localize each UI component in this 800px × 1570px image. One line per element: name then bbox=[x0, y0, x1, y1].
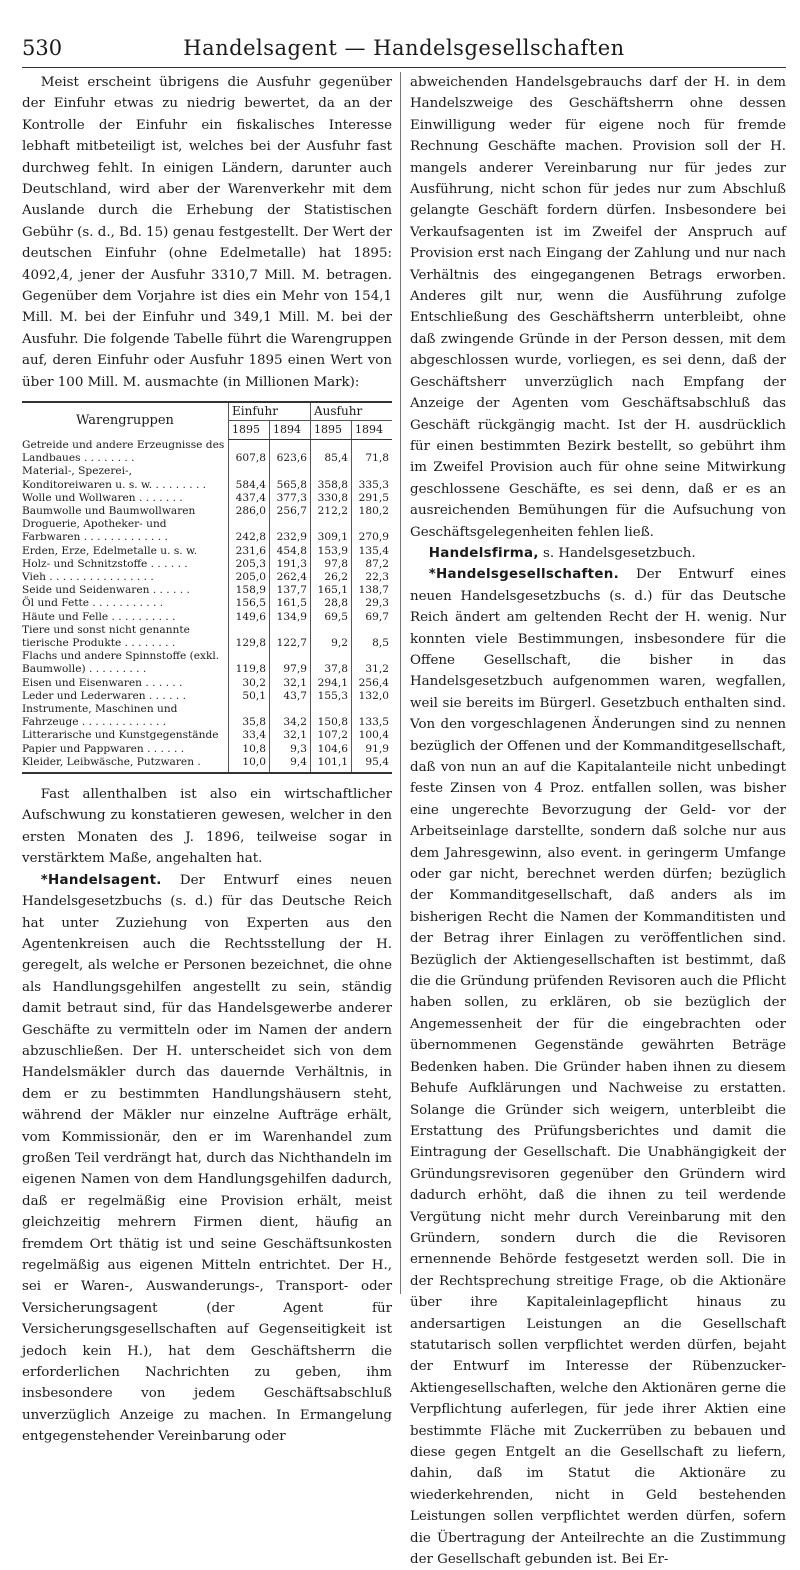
table-year: 1895 bbox=[229, 421, 270, 439]
table-cell-value: 191,3 bbox=[270, 558, 311, 571]
table-cell-category: Instrumente, Maschinen und Fahrzeuge . . . . . . . . . . . . . bbox=[22, 703, 178, 729]
table-cell-value: 34,2 bbox=[270, 703, 311, 729]
table-cell-value: 137,7 bbox=[270, 584, 311, 597]
table-cell-value: 104,6 bbox=[311, 743, 352, 756]
table-cell-value: 101,1 bbox=[311, 756, 352, 773]
table-cell-value: 69,5 bbox=[311, 611, 352, 624]
table-cell-category: Tiere und sonst nicht genannte tierische Produkte . . . . . . . . bbox=[22, 623, 190, 650]
table-cell-value: 242,8 bbox=[229, 518, 270, 544]
table-cell-category: Getreide und andere Erzeugnisse des Landbaues . . . . . . . . bbox=[22, 439, 225, 465]
table-cell-value: 69,7 bbox=[352, 611, 393, 624]
table-cell-value: 91,9 bbox=[352, 743, 393, 756]
table-cell-value: 156,5 bbox=[229, 597, 270, 610]
table-cell-category: Baumwolle und Baumwollwaren bbox=[22, 505, 196, 518]
table-cell-value: 291,5 bbox=[352, 492, 393, 505]
table-year: 1894 bbox=[352, 421, 393, 439]
table-cell-value: 205,0 bbox=[229, 571, 270, 584]
table-cell-value: 133,5 bbox=[352, 703, 393, 729]
table-cell-value: 9,4 bbox=[270, 756, 311, 773]
table-row bbox=[22, 558, 392, 571]
table-row bbox=[22, 743, 392, 756]
table-cell-value: 377,3 bbox=[270, 492, 311, 505]
table-cell-value: 43,7 bbox=[270, 690, 311, 703]
entry-text: Der Entwurf eines neuen Handelsgesetzbuchs (s. d.) für das Deutsche Reich hat unter Zuziehung von Experten aus den Agentenkreisen auch die Rechtsstellung der H. geregelt, als welche er Personen bezeichnet, die ohne als Handlungsgehilfen angestellt zu sein, ständig damit betraut sind, für das Handelsgewerbe anderer Geschäfte zu vermitteln oder im Namen der andern abzuschließen. Der H. unterscheidet sich von dem Handelsmäkler durch das dauernde Verhältnis, in dem er zu bestimmten Handlungshäusern steht, während der Mäkler nur einzelne Aufträge erhält, vom Kommissionär, den er im Warenhandel zum großen Teil verdrängt hat, durch das Nichthandeln im eigenen Namen von dem Handlungsgehilfen dadurch, daß er regelmäßig eine Provision erhält, meist gleichzeitig mehrern Firmen dient, häufig an fremdem Ort thätig ist und seine Geschäftsunkosten regelmäßig aus eigenen Mitteln entrichtet. Der H., sei er Waren-, Auswanderungs-, Transport- oder Versicherungsagent (der Agent für Versicherungsgesellschaften auf Gegenseitigkeit ist jedoch kein H.), hat dem Geschäftsherrn die erforderlichen Nachrichten zu geben, ihm insbesondere von jedem Geschäftsabschluß unverzüglich Anzeige zu machen. In Ermangelung entgegenstehender Vereinbarung oder bbox=[22, 872, 392, 1445]
table-cell-value: 122,7 bbox=[270, 624, 311, 650]
goods-table-body bbox=[22, 439, 392, 773]
table-cell-value: 28,8 bbox=[311, 597, 352, 610]
table-cell-category: Erden, Erze, Edelmetalle u. s. w. bbox=[22, 544, 198, 557]
table-cell-value: 454,8 bbox=[270, 545, 311, 558]
entry-handelsagent bbox=[22, 870, 392, 1448]
table-cell-value: 119,8 bbox=[229, 650, 270, 676]
column-divider bbox=[400, 72, 401, 1294]
table-cell-value: 37,8 bbox=[311, 650, 352, 676]
table-row bbox=[22, 729, 392, 742]
table-cell-value: 33,4 bbox=[229, 729, 270, 742]
page-number: 530 bbox=[22, 36, 63, 60]
table-header-export: Ausfuhr bbox=[311, 402, 393, 421]
entry-handelsgesellschaften bbox=[410, 564, 786, 1570]
table-cell-category: Häute und Felle . . . . . . . . . . bbox=[22, 610, 176, 623]
table-cell-category: Litterarische und Kunstgegenstände bbox=[22, 729, 219, 742]
table-cell-value: 32,1 bbox=[270, 729, 311, 742]
table-row bbox=[22, 545, 392, 558]
table-cell-value: 138,7 bbox=[352, 584, 393, 597]
table-row bbox=[22, 439, 392, 465]
table-cell-category: Droguerie, Apotheker- und Farbwaren . . . . . . . . . . . . . bbox=[22, 518, 168, 544]
table-header-category: Warengruppen bbox=[22, 402, 229, 439]
table-cell-value: 232,9 bbox=[270, 518, 311, 544]
header-rule bbox=[22, 67, 786, 68]
table-cell-value: 50,1 bbox=[229, 690, 270, 703]
table-header-import: Einfuhr bbox=[229, 402, 311, 421]
entry-term: Handelsfirma, bbox=[428, 545, 539, 561]
table-cell-category: Seide und Seidenwaren . . . . . . bbox=[22, 584, 190, 597]
right-column bbox=[410, 72, 786, 1570]
table-cell-value: 8,5 bbox=[352, 624, 393, 650]
table-cell-value: 87,2 bbox=[352, 558, 393, 571]
table-cell-value: 97,9 bbox=[270, 650, 311, 676]
table-cell-value: 212,2 bbox=[311, 505, 352, 518]
table-cell-value: 161,5 bbox=[270, 597, 311, 610]
table-cell-value: 95,4 bbox=[352, 756, 393, 773]
table-cell-value: 262,4 bbox=[270, 571, 311, 584]
entry-text: Der Entwurf eines neuen Handelsgesetzbuchs (s. d.) für das Deutsche Reich ändert am geltenden Recht der H. wenig. Nur konnten viele Bestimmungen, insbesondere für die Offene Gesellschaft, die bisher in das Handelsgesetzbuch aufgenommen waren, wegfallen, weil sie bereits im Bürgerl. Gesetzbuch enthalten sind. Von den vorgeschlagenen Änderungen sind zu nennen bezüglich der Offenen und der Kommanditgesellschaft, daß von nun an auf die Kapitalanteile nicht unbedingt feste Zinsen von 4 Proz. entfallen sollen, was bisher eine ungerechte Bevorzugung der Geld- vor der Arbeitseinlage darstellte, sondern daß solche nur aus dem Jahresgewinn, also event. in geringerm Umfange oder gar nicht, berechnet werden dürfen; bezüglich der Kommanditgesellschaft, daß anders als im bisherigen Recht die Namen der Kommanditisten und der Betrag ihrer Einlagen zu veröffentlichen sind. Bezüglich der Aktiengesellschaften ist bestimmt, daß die die Gründung prüfenden Revisoren auch die Pflicht haben sollen, zu erklären, ob sie bezüglich der Angemessenheit der für die eingebrachten oder übernommenen Gegenstände gewährten Beträge Bedenken haben. Die Gründer haben ihnen zu diesem Behufe Aufklärungen und Nachweise zu erstatten. Solange die Gründer sich weigern, unterbleibt die Erstattung des Prüfungsberichtes und damit die Eintragung der Gesellschaft. Die Unabhängigkeit der Gründungsrevisoren gegenüber den Gründern wird dadurch erhöht, daß die ihnen zu teil werdende Vergütung nicht mehr durch Vereinbarung mit den Gründern, sondern durch die die Revisoren ernennende Behörde festgesetzt werden soll. Die in der Rechtsprechung streitige Frage, ob die Aktionäre über ihre Kapitaleinlagepflicht hinaus zu andersartigen Leistungen an die Gesellschaft statutarisch sollen verpflichtet werden dürfen, bejaht der Entwurf im Interesse der Rübenzucker-Aktiengesellschaften, welche den Aktionären gerne die Verpflichtung auferlegen, für jede ihrer Aktien eine bestimmte Fläche mit Zuckerrüben zu bebauen und diese gegen Entgelt an die Gesellschaft zu liefern, dahin, daß im Statut die Aktionäre zu wiederkehrenden, nicht in Geld bestehenden Leistungen sollen verpflichtet werden dürfen, sofern die Übertragung der Anteilrechte an die Zustimmung der Gesellschaft gebunden ist. Bei Er- bbox=[410, 567, 786, 1568]
table-cell-value: 205,3 bbox=[229, 558, 270, 571]
table-cell-value: 286,0 bbox=[229, 505, 270, 518]
table-cell-category: Flachs und andere Spinnstoffe (exkl. Baumwolle) . . . . . . . . . bbox=[22, 650, 220, 676]
table-cell-value: 231,6 bbox=[229, 545, 270, 558]
entry-term: *Handelsagent. bbox=[40, 872, 162, 888]
table-cell-category: Papier und Pappwaren . . . . . . bbox=[22, 742, 185, 755]
after-table-paragraph: Fast allenthalben ist also ein wirtschaftlicher Aufschwung zu konstatieren gewesen, welcher in den ersten Monaten des J. 1896, teilweise sogar in verstärktem Maße, angehalten hat. bbox=[22, 787, 392, 867]
table-cell-category: Eisen und Eisenwaren . . . . . . bbox=[22, 676, 183, 689]
table-cell-value: 607,8 bbox=[229, 439, 270, 465]
table-cell-value: 35,8 bbox=[229, 703, 270, 729]
table-cell-value: 10,0 bbox=[229, 756, 270, 773]
left-column bbox=[22, 72, 392, 1448]
table-row bbox=[22, 571, 392, 584]
table-cell-value: 71,8 bbox=[352, 439, 393, 465]
table-row bbox=[22, 650, 392, 676]
table-cell-value: 158,9 bbox=[229, 584, 270, 597]
intro-paragraph: Meist erscheint übrigens die Ausfuhr gegenüber der Einfuhr etwas zu niedrig bewertet, da an der Kontrolle der Einfuhr ein fiskalisches Interesse lebhaft mitbeteiligt ist, welches bei der Ausfuhr fast durchweg fehlt. In einigen Ländern, darunter auch Deutschland, wird aber der Warenverkehr mit dem Auslande durch die Erhebung der Statistischen Gebühr (s. d., Bd. 15) genau festgestellt. Der Wert der deutschen Einfuhr (ohne Edelmetalle) hat 1895: 4092,4, jener der Ausfuhr 3310,7 Mill. M. betragen. Gegenüber dem Vorjahre ist dies ein Mehr von 154,1 Mill. M. bei der Einfuhr und 349,1 Mill. M. bei der Ausfuhr. Die folgende Tabelle führt die Warengruppen auf, deren Einfuhr oder Ausfuhr 1895 einen Wert von über 100 Mill. M. ausmachte (in Millionen Mark): bbox=[22, 75, 392, 390]
running-head: Handelsagent — Handelsgesellschaften bbox=[183, 36, 625, 60]
entry-term: *Handelsgesellschaften. bbox=[428, 567, 619, 583]
table-cell-category: Holz- und Schnitzstoffe . . . . . . bbox=[22, 557, 188, 570]
table-row bbox=[22, 624, 392, 650]
table-cell-value: 85,4 bbox=[311, 439, 352, 465]
table-cell-value: 330,8 bbox=[311, 492, 352, 505]
table-row bbox=[22, 690, 392, 703]
table-cell-category: Öl und Fette . . . . . . . . . . . bbox=[22, 597, 164, 610]
table-cell-value: 309,1 bbox=[311, 518, 352, 544]
table-row bbox=[22, 677, 392, 690]
table-cell-value: 132,0 bbox=[352, 690, 393, 703]
table-cell-value: 97,8 bbox=[311, 558, 352, 571]
entry-handelsfirma bbox=[410, 543, 786, 564]
table-row bbox=[22, 584, 392, 597]
table-cell-category: Material-, Spezerei-, Konditoreiwaren u. s. w. . . . . . . . . bbox=[22, 465, 207, 491]
table-cell-value: 134,9 bbox=[270, 611, 311, 624]
table-cell-value: 565,8 bbox=[270, 465, 311, 491]
table-cell-value: 294,1 bbox=[311, 677, 352, 690]
table-row bbox=[22, 611, 392, 624]
table-cell-value: 256,4 bbox=[352, 677, 393, 690]
table-cell-value: 30,2 bbox=[229, 677, 270, 690]
table-cell-value: 150,8 bbox=[311, 703, 352, 729]
table-cell-category: Vieh . . . . . . . . . . . . . . . . bbox=[22, 571, 154, 584]
table-cell-value: 29,3 bbox=[352, 597, 393, 610]
table-cell-value: 155,3 bbox=[311, 690, 352, 703]
table-cell-value: 107,2 bbox=[311, 729, 352, 742]
table-cell-value: 153,9 bbox=[311, 545, 352, 558]
goods-table bbox=[22, 401, 392, 774]
table-cell-value: 165,1 bbox=[311, 584, 352, 597]
table-cell-value: 31,2 bbox=[352, 650, 393, 676]
table-cell-value: 270,9 bbox=[352, 518, 393, 544]
table-cell-value: 256,7 bbox=[270, 505, 311, 518]
table-row bbox=[22, 518, 392, 544]
table-cell-value: 22,3 bbox=[352, 571, 393, 584]
table-cell-value: 180,2 bbox=[352, 505, 393, 518]
table-year: 1894 bbox=[270, 421, 311, 439]
table-row bbox=[22, 505, 392, 518]
table-cell-value: 26,2 bbox=[311, 571, 352, 584]
table-cell-value: 358,8 bbox=[311, 465, 352, 491]
table-cell-value: 9,2 bbox=[311, 624, 352, 650]
continuation-paragraph: abweichenden Handelsgebrauchs darf der H. in dem Handelszweige des Geschäftsherrn ohne dessen Einwilligung weder für eigene noch für fremde Rechnung Geschäfte machen. Provision soll der H. mangels anderer Vereinbarung nur für jedes zur Ausführung, nicht schon für jedes nur zum Abschluß gelangte Geschäft fordern dürfen. Insbesondere bei Verkaufsagenten ist im Zweifel der Anspruch auf Provision erst nach Eingang der Zahlung und nur nach Verhältnis des eingegangenen Betrags erworben. Anderes gilt nur, wenn die Ausführung zufolge Entschließung des Geschäftsherrn unterbleibt, ohne daß zwingende Gründe in der Person dessen, mit dem abgeschlossen wurde, vorliegen, es sei denn, daß der Geschäftsherr unverzüglich nach Empfang der Anzeige der Agenten vom Geschäftsabschluß das Geschäft rückgängig macht. Ist der H. ausdrücklich für einen bestimmten Bezirk bestellt, so gebührt ihm im Zweifel Provision auch für ohne seine Mitwirkung geschlossene Geschäfte, es sei denn, daß er es an ausreichenden Bemühungen für die Aufsuchung von Geschäftsgelegenheiten fehlen ließ. bbox=[410, 75, 786, 540]
page-header bbox=[22, 36, 786, 64]
table-row bbox=[22, 597, 392, 610]
table-cell-value: 10,8 bbox=[229, 743, 270, 756]
table-cell-category: Wolle und Wollwaren . . . . . . . bbox=[22, 491, 183, 504]
table-row bbox=[22, 492, 392, 505]
table-row bbox=[22, 703, 392, 729]
table-cell-value: 437,4 bbox=[229, 492, 270, 505]
entry-text: s. Handelsgesetzbuch. bbox=[543, 545, 696, 561]
table-cell-value: 335,3 bbox=[352, 465, 393, 491]
table-year: 1895 bbox=[311, 421, 352, 439]
table-cell-value: 623,6 bbox=[270, 439, 311, 465]
table-cell-value: 149,6 bbox=[229, 611, 270, 624]
table-cell-value: 135,4 bbox=[352, 545, 393, 558]
table-row bbox=[22, 465, 392, 491]
table-row bbox=[22, 756, 392, 773]
table-cell-category: Kleider, Leibwäsche, Putzwaren . bbox=[22, 756, 229, 773]
table-cell-category: Leder und Lederwaren . . . . . . bbox=[22, 689, 186, 702]
table-cell-value: 100,4 bbox=[352, 729, 393, 742]
table-cell-value: 129,8 bbox=[229, 624, 270, 650]
table-cell-value: 9,3 bbox=[270, 743, 311, 756]
table-cell-value: 32,1 bbox=[270, 677, 311, 690]
table-cell-value: 584,4 bbox=[229, 465, 270, 491]
